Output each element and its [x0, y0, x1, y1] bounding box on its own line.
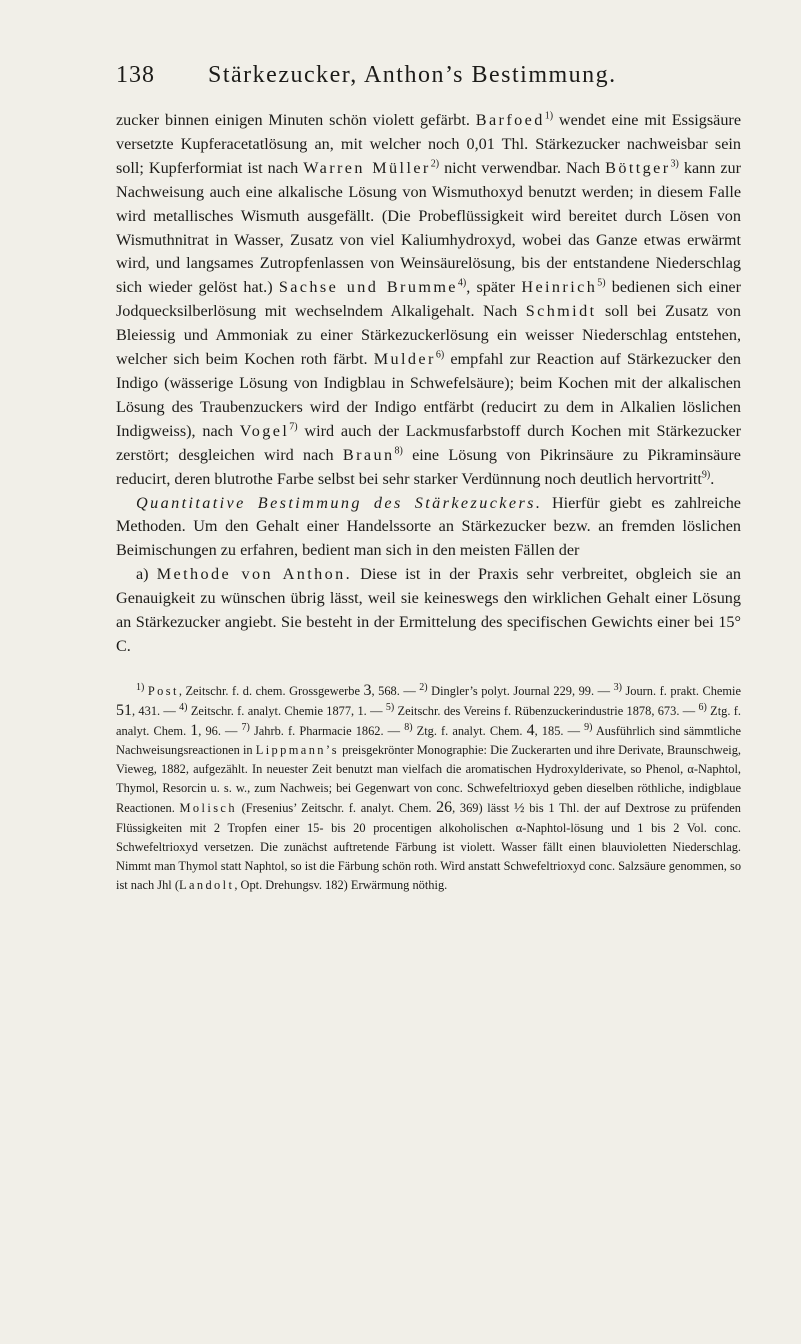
volume-number: 4 [526, 722, 535, 740]
paragraph-quantitative [116, 492, 741, 564]
text-span: soll bei Zusatz von Bleiessig und Ammoniak zu einer Stärkezuckerlösung ein weisser Niederschlag entstehen, welcher sich beim Kochen roth färbt. [116, 302, 741, 369]
author-mulder: Mulder [373, 350, 436, 369]
page-header [116, 62, 741, 89]
footnote-ref: 6) [435, 349, 445, 361]
footnote-block [116, 681, 741, 895]
author-lippmann: Lippmann’s [255, 743, 339, 758]
page-number: 138 [116, 62, 155, 88]
author-barfoed: Barfoed [475, 111, 545, 129]
list-marker: a) [136, 565, 157, 584]
main-text [116, 109, 741, 659]
text-span: Zeitschr. des Vereins f. Rübenzuckerindustrie 1878, 673. — [394, 703, 699, 718]
footnote-mark: 8) [404, 721, 413, 733]
text-span: Ztg. f. analyt. Chem. [116, 703, 741, 739]
footnote-mark: 5) [385, 701, 395, 713]
text-span: Hierfür giebt es zahlreiche Methoden. Um den Gehalt einer Handelssorte an Stärkezucker bezw. an fremden löslichen Beimischungen zu erfahren, bedient man sich in den meisten Fällen der [116, 493, 741, 560]
footnotes [116, 681, 741, 895]
text-span: , Opt. Drehungsv. 182) Erwärmung nöthig. [234, 877, 448, 892]
text-span: wird auch der Lackmusfarbstoff durch Kochen mit Stärkezucker zerstört; desgleichen wird nach [116, 421, 741, 464]
footnote-mark: 6) [698, 701, 707, 713]
footnote-ref: 8) [394, 445, 403, 457]
author-heinrich: Heinrich [521, 278, 598, 297]
footnote-mark: 3) [613, 681, 622, 693]
text-span: Ztg. f. analyt. Chem. [412, 724, 527, 739]
footnote-mark: 9) [584, 721, 593, 733]
text-span: Zeitschr. f. analyt. Chemie 1877, 1. — [187, 703, 386, 718]
text-span: Ausführlich sind sämmtliche Nachweisungsreactionen in [116, 724, 741, 758]
running-title: Stärkezucker, Anthon’s Bestimmung. [208, 62, 617, 88]
volume-number: 1 [190, 722, 199, 740]
footnote-mark: 7) [241, 721, 250, 733]
text-span: wendet eine mit Essigsäure versetzte Kupferacetatlösung an, mit welcher noch 0,01 Thl. Stärkezucker nachweisbar sein soll; Kupferformiat ist nach [116, 111, 742, 177]
paragraph-detection-methods [116, 109, 741, 492]
author-vogel: Vogel [239, 421, 290, 440]
author-sachse-brumme: Sachse und Brumme [278, 278, 458, 297]
author-boettger: Böttger [605, 158, 671, 177]
text-span: bis 1 Thl. der auf Dextrose zu prüfenden Flüssigkeiten mit 2 Tropfen einer 15- bis 20 procentigen alkoholischen α-Naphtol-lösung und 1 bis 2 Vol. conc. Schwefeltrioxyd versetzen. Die zunächst auftretende Färbung ist violett. Wasser fällt einen blauvioletten Niederschlag. Nimmt man Thymol statt Naphtol, so ist die Färbung schön roth. Wird anstatt Schwefeltrioxyd conc. Salzsäure genommen, so ist nach Jhl ( [116, 801, 742, 892]
text-span: zucker binnen einigen Minuten schön violett gefärbt. [116, 111, 476, 129]
author-molisch: Molisch [179, 801, 237, 816]
author-schmidt: Schmidt [525, 302, 597, 321]
text-span: , 96. — [198, 724, 242, 739]
footnote-ref: 9) [701, 469, 711, 481]
author-landolt: Landolt [178, 877, 235, 892]
footnote-ref: 1) [544, 110, 554, 122]
method-heading: Methode von Anthon. [156, 565, 353, 584]
paragraph-anthon-method [116, 563, 741, 659]
text-span: eine Lösung von Pikrinsäure zu Pikraminsäure reducirt, deren blutrothe Farbe selbst bei sehr starker Verdünnung noch deutlich hervortritt [116, 445, 741, 488]
footnote-ref: 4) [457, 277, 467, 289]
text-span: , 431. — [132, 703, 180, 718]
text-span: , 185. — [534, 724, 585, 739]
author-braun: Braun [342, 445, 395, 464]
text-span: Dingler’s polyt. Journal 229, 99. — [427, 683, 614, 698]
text-span: Jahrb. f. Pharmacie 1862. — [249, 724, 405, 739]
footnote-ref: 7) [289, 421, 298, 433]
volume-number: 26 [436, 799, 453, 817]
text-span: . [710, 469, 715, 488]
text-span: Journ. f. prakt. Chemie [621, 683, 741, 698]
volume-number: 51 [116, 701, 132, 719]
section-heading: Quantitative Bestimmung des Stärkezuckers. [136, 493, 543, 512]
fraction-half: ½ [514, 801, 525, 817]
text-span: empfahl zur Reaction auf Stärkezucker den Indigo (wässerige Lösung von Indigblau in Schwefelsäure); beim Kochen mit der alkalischen Lösung des Traubenzuckers wird der Indigo entfärbt (reducirt zu dem in Alkalien löslichen Indigweiss), nach [116, 350, 741, 440]
text-span: preisgekrönter Monographie: Die Zuckerarten und ihre Derivate, Braunschweig, Vieweg, 1882, aufgezählt. In neuester Zeit benutzt man vielfach die aromatischen Hydroxylderivate, so Phenol, α-Naphtol, Thymol, Resorcin u. s. w., zum Nachweis; bei Gegenwart von conc. Schwefeltrioxyd geben dieselben röthliche, indigblaue Reactionen. [116, 743, 741, 816]
footnote-mark: 1) [136, 681, 145, 693]
text-span: , später [466, 278, 522, 297]
author-post: Post [147, 683, 179, 698]
text-span: , 369) lässt [452, 801, 515, 816]
volume-number: 3 [363, 681, 372, 699]
text-span: nicht verwendbar. Nach [439, 158, 606, 177]
footnote-mark: 2) [419, 681, 428, 693]
footnote-ref: 2) [430, 158, 440, 170]
text-span: , Zeitschr. f. d. chem. Grossgewerbe [178, 683, 364, 698]
author-warren-mueller: Warren Müller [303, 158, 431, 177]
footnote-mark: 4) [179, 701, 188, 713]
footnote-ref: 3) [670, 158, 679, 170]
text-span: Diese ist in der Praxis sehr verbreitet, obgleich sie an Genauigkeit zu wünschen übrig lässt, weil sie keineswegs den wirklichen Gehalt einer Lösung an Stärkezucker angiebt. Sie besteht in der Ermittelung des specifischen Gewichts einer bei 15° C. [116, 565, 742, 655]
text-span: , 568. — [371, 683, 420, 698]
text-span: bedienen sich einer Jodquecksilberlösung mit wechselndem Alkaligehalt. Nach [116, 278, 742, 321]
footnote-ref: 5) [597, 277, 606, 289]
text-span: (Fresenius’ Zeitschr. f. analyt. Chem. [236, 801, 437, 816]
text-span: kann zur Nachweisung auch eine alkalische Lösung von Wismuthoxyd benutzt werden; in diesem Falle wird metallisches Wismuth ausgefällt. (Die Probeflüssigkeit wird bereitet durch Lösen von Wismuthnitrat in Wasser, Zusatz von viel Kaliumhydroxyd, wobei das Ganze etwas erwärmt wird, und langsames Zutropfenlassen von Weinsäurelösung, bis der entstandene Niederschlag sich wieder gelöst hat.) [116, 158, 741, 297]
